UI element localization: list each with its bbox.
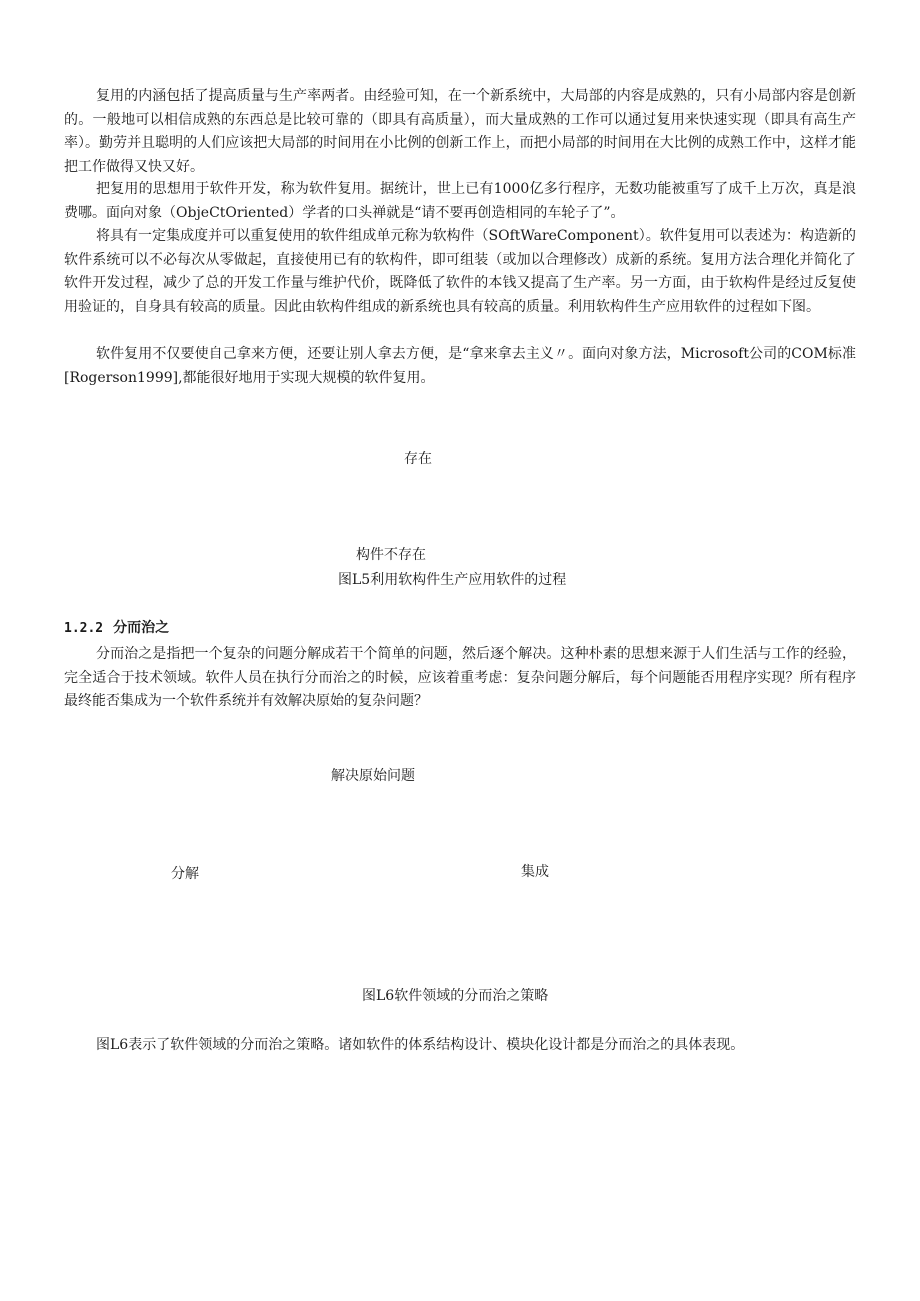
figure-caption: 图L6软件领域的分而治之策略: [362, 988, 549, 1004]
paragraph-reuse-meaning: 复用的内涵包括了提高质量与生产率两者。由经验可知，在一个新系统中，大局部的内容是成熟的，只有小局部内容是创新的。一般地可以相信成熟的东西总是比较可靠的（即具有高质量），而大量成熟的工作可以通过复用来快速实现（即具有高生产率）。勤劳并且聪明的人们应该把大局部的时间用在小比例的创新工作上，而把小局部的时间用在大比例的成熟工作中，这样才能把工作做得又快又好。: [64, 88, 856, 175]
section-heading: [64, 618, 169, 639]
section-title: 分而治之: [113, 620, 170, 636]
figure-label-integrate: 集成: [521, 864, 549, 880]
paragraph-figure-l6-description: 图L6表示了软件领域的分而治之策略。诸如软件的体系结构设计、模块化设计都是分而治之的具体表现。: [96, 1037, 745, 1053]
figure-caption: 图L5利用软构件生产应用软件的过程: [338, 572, 567, 588]
section-number: 1.2.2: [64, 621, 104, 636]
paragraph-divide-conquer: 分而治之是指把一个复杂的问题分解成若干个简单的问题，然后逐个解决。这种朴素的思想来源于人们生活与工作的经验，完全适合于技术领域。软件人员在执行分而治之的时候，应该着重考虑：复杂问题分解后，每个问题能否用程序实现？所有程序最终能否集成为一个软件系统并有效解决原始的复杂问题？: [64, 646, 856, 709]
figure-label-component-not-exists: 构件不存在: [356, 547, 426, 563]
paragraph-software-reuse: 把复用的思想用于软件开发，称为软件复用。据统计，世上已有1000亿多行程序，无数功能被重写了成千上万次，真是浪费哪。面向对象（ObjeCtOriented）学者的口头禅就是“请不要再创造相同的车轮子了”。: [64, 181, 856, 221]
figure-label-solve-original: 解决原始问题: [331, 768, 415, 784]
figure-label-exists: 存在: [404, 451, 432, 467]
paragraph-reuse-convenience: 软件复用不仅要使自己拿来方便，还要让别人拿去方便，是“拿来拿去主义〃。面向对象方法，Microsoft公司的COM标准[Rogerson1999],都能很好地用于实现大规模的软件复用。: [64, 346, 856, 386]
figure-label-decompose: 分解: [171, 866, 199, 882]
paragraph-software-component: 将具有一定集成度并可以重复使用的软件组成单元称为软构件（SOftWareComponent）。软件复用可以表述为：构造新的软件系统可以不必每次从零做起，直接使用已有的软构件，即可组装（或加以合理修改）成新的系统。复用方法合理化并简化了软件开发过程，减少了总的开发工作量与维护代价，既降低了软件的本钱又提高了生产率。另一方面，由于软构件是经过反复使用验证的，自身具有较高的质量。因此由软构件组成的新系统也具有较高的质量。利用软构件生产应用软件的过程如下图。: [64, 228, 856, 315]
